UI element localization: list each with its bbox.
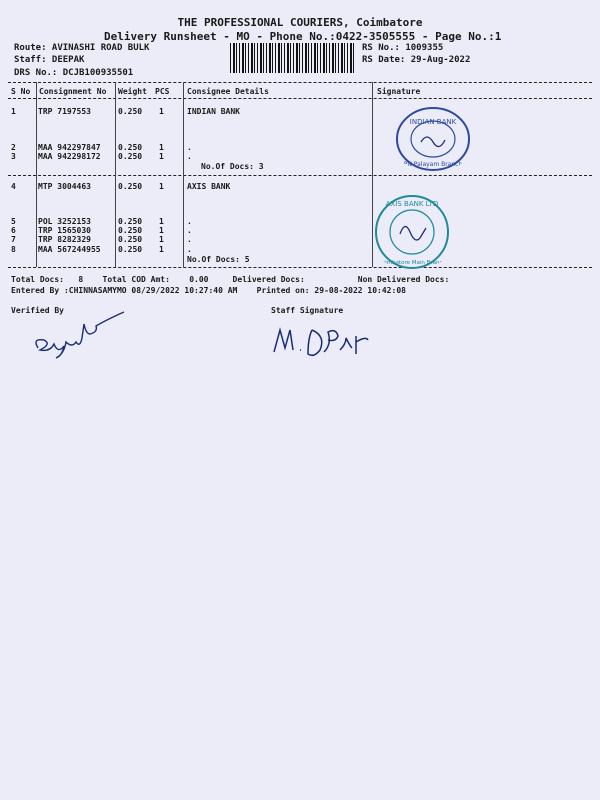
row-consignee: INDIAN BANK <box>187 107 240 116</box>
row-consignee: . <box>187 217 192 226</box>
barcode <box>230 43 356 73</box>
row-pcs: 1 <box>159 235 164 244</box>
group-doc-count: No.Of Docs: 3 <box>201 162 264 171</box>
row-sno: 3 <box>11 152 16 161</box>
row-weight: 0.250 <box>118 152 143 161</box>
row-consignment: MAA 942297847 <box>38 143 101 152</box>
table-top-rule <box>8 82 592 83</box>
svg-text:Coimbatore Main Branch: Coimbatore Main Branch <box>377 260 447 266</box>
row-consignee: . <box>187 235 192 244</box>
header-bottom-rule <box>8 98 592 99</box>
row-consignment: POL 3252153 <box>38 217 91 226</box>
row-consignment: MAA 567244955 <box>38 245 101 254</box>
row-consignee: . <box>187 152 192 161</box>
group-doc-count: No.Of Docs: 5 <box>187 255 250 264</box>
row-weight: 0.250 <box>118 107 143 116</box>
row-weight: 0.250 <box>118 245 143 254</box>
svg-text:PN Palayam Branch: PN Palayam Branch <box>403 161 463 168</box>
bank-stamp-icon <box>393 104 473 174</box>
bank-stamp-icon <box>370 192 455 272</box>
row-sno: 6 <box>11 226 16 235</box>
col-pcs: PCS <box>155 87 170 96</box>
row-sno: 5 <box>11 217 16 226</box>
row-pcs: 1 <box>159 182 164 191</box>
col-signature: Signature <box>377 87 421 96</box>
row-consignment: TRP 1565030 <box>38 226 91 235</box>
row-weight: 0.250 <box>118 143 143 152</box>
row-consignee: . <box>187 143 192 152</box>
rs-date: RS Date: 29-Aug-2022 <box>362 55 471 65</box>
svg-text:AXIS BANK LTD: AXIS BANK LTD <box>385 200 439 208</box>
row-weight: 0.250 <box>118 217 143 226</box>
route-label: Route: AVINASHI ROAD BULK <box>14 43 150 53</box>
row-pcs: 1 <box>159 143 164 152</box>
row-sno: 7 <box>11 235 16 244</box>
row-consignment: MTP 3004463 <box>38 182 91 191</box>
col-consignee: Consignee Details <box>187 87 269 96</box>
entered-by-line: Entered By :CHINNASAMYMO 08/29/2022 10:27:40 AM Printed on: 29-08-2022 10:42:08 <box>11 286 406 295</box>
col-sno: S No <box>11 87 31 96</box>
rs-no: RS No.: 1009355 <box>362 43 444 53</box>
company-title: THE PROFESSIONAL COURIERS, Coimbatore <box>177 16 423 29</box>
row-consignment: TRP 7197553 <box>38 107 91 116</box>
row-weight: 0.250 <box>118 182 143 191</box>
row-pcs: 1 <box>159 217 164 226</box>
row-pcs: 1 <box>159 226 164 235</box>
row-pcs: 1 <box>159 152 164 161</box>
row-consignee: . <box>187 245 192 254</box>
row-consignment: MAA 942298172 <box>38 152 101 161</box>
drs-label: DRS No.: DCJB100935501 <box>14 68 134 78</box>
table-bottom-rule <box>8 267 592 268</box>
row-consignment: TRP 8282329 <box>38 235 91 244</box>
verifier-signature <box>28 308 138 363</box>
row-sno: 2 <box>11 143 16 152</box>
staff-signature <box>268 316 398 366</box>
row-sno: 1 <box>11 107 16 116</box>
row-weight: 0.250 <box>118 235 143 244</box>
row-pcs: 1 <box>159 245 164 254</box>
totals-line: Total Docs: 8 Total COD Amt: 0.00 Delivered Docs: Non Delivered Docs: <box>11 275 450 284</box>
row-consignee: . <box>187 226 192 235</box>
column-divider <box>36 82 37 267</box>
svg-text:INDIAN BANK: INDIAN BANK <box>409 118 457 126</box>
col-weight: Weight <box>118 87 147 96</box>
group-divider <box>8 175 592 176</box>
row-sno: 8 <box>11 245 16 254</box>
verified-by-label: Verified By <box>11 306 64 315</box>
column-divider <box>115 82 116 267</box>
row-pcs: 1 <box>159 107 164 116</box>
col-consignment: Consignment No <box>39 87 107 96</box>
runsheet-subtitle: Delivery Runsheet - MO - Phone No.:0422-3505555 - Page No.:1 <box>104 30 502 43</box>
row-weight: 0.250 <box>118 226 143 235</box>
staff-signature-label: Staff Signature <box>271 306 344 315</box>
row-sno: 4 <box>11 182 16 191</box>
staff-label: Staff: DEEPAK <box>14 55 85 65</box>
column-divider <box>183 82 184 267</box>
row-consignee: AXIS BANK <box>187 182 231 191</box>
